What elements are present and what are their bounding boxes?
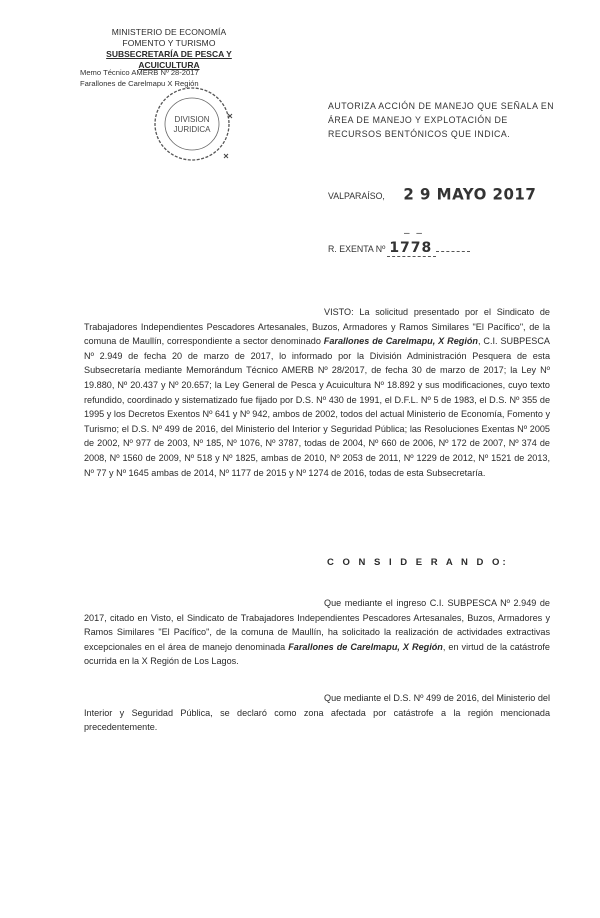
considerando-heading: C O N S I D E R A N D O: bbox=[327, 557, 509, 568]
visto-paragraph bbox=[84, 305, 550, 480]
considerando-1-area-name: Farallones de Carelmapu, X Región bbox=[288, 641, 443, 652]
stamp-seal-icon bbox=[152, 84, 236, 164]
stamp-text-division: DIVISION bbox=[174, 115, 210, 124]
stamp-text-juridica: JURIDICA bbox=[173, 125, 211, 134]
ministry-name: MINISTERIO DE ECONOMÍA bbox=[111, 27, 227, 37]
ministry-header bbox=[84, 27, 254, 71]
considerando-1-text-b: , en virtud de la catástrofe ocurrida en la X Región de Los Lagos. bbox=[84, 641, 550, 667]
considerando-paragraph-2 bbox=[84, 691, 550, 735]
considerando-paragraph-1 bbox=[84, 596, 550, 669]
considerando-1-text-a: Que mediante el ingreso C.I. SUBPESCA Nº 2.949 de 2017, citado en Visto, el Sindicato de Trabajadores Independientes Pescadores Artesanales, Buzos, Armadores y Ramos Similares "El Pacífico", de la comuna de Maullín, ha solicitado la realización de actividades extractivas excepcionales en el área de manejo denominada bbox=[84, 598, 550, 652]
place-and-date bbox=[328, 185, 536, 203]
date-stamp: 2 9 MAYO 2017 bbox=[403, 184, 537, 204]
resolution-subject: AUTORIZA ACCIÓN DE MANEJO QUE SEÑALA EN ÁREA DE MANEJO Y EXPLOTACIÓN DE RECURSOS BENTÓNICOS QUE INDICA. bbox=[328, 101, 555, 139]
visto-text-1: La solicitud presentado por el Sindicato de Trabajadores Independientes Pescadores Artesanales, Buzos, Armadores y Ramos Similares "El Pacífico", de la comuna de Maullín, correspondiente a sector denominado bbox=[84, 307, 550, 347]
visto-text-2: , C.I. SUBPESCA Nº 2.949 de fecha 20 de marzo de 2017, lo informado por la División Administración Pesquera de esta Subsecretaría mediante Memorándum Técnico AMERB Nº 28/2017, de fecha 30 de marzo de 2017; la Ley Nº 19.880, Nº 20.437 y Nº 20.657; la Ley General de Pesca y Acuicultura Nº 18.892 y sus modificaciones, cuyo texto refundido, coordinado y sistematizado fue fijado por D.S. Nº 430 de 1991, el D.F.L. Nº 5 de 1983, el D.S. Nº 355 de 1995 y los Decretos Exentos Nº 641 y Nº 942, ambos de 2002, todos del actual Ministerio de Economía, Fomento y Turismo; el D.S. Nº 499 de 2016, del Ministerio del Interior y Seguridad Pública; las Resoluciones Exentas Nº 2005 de 2002, Nº 977 de 2003, Nº 185, Nº 1076, Nº 3787, todas de 2004, Nº 660 de 2006, Nº 172 de 2007, Nº 374 de 2008, Nº 1560 de 2009, Nº 518 y Nº 1825, ambas de 2010, Nº 2053 de 2011, Nº 1229 de 2012, Nº 1521 de 2013, Nº 77 y Nº 1645 ambas de 2014, Nº 1177 de 2015 y Nº 1274 de 2016, todas de esta Subsecretaría. bbox=[84, 336, 550, 478]
ministry-subname: FOMENTO Y TURISMO bbox=[122, 38, 216, 48]
memo-reference: Memo Técnico AMERB Nº 28-2017 bbox=[80, 68, 199, 77]
visto-area-name: Farallones de Carelmapu, X Región bbox=[323, 336, 478, 347]
division-stamp bbox=[152, 84, 236, 164]
place: VALPARAÍSO, bbox=[328, 191, 385, 201]
location-reference: Farallones de Carelmapu X Región bbox=[80, 79, 199, 88]
visto-label: VISTO: bbox=[324, 307, 354, 317]
undersecretary-name: SUBSECRETARÍA DE PESCA Y ACUICULTURA bbox=[106, 49, 232, 70]
resolution-number: 1778 bbox=[387, 240, 436, 257]
considerando-2-text: Que mediante el D.S. Nº 499 de 2016, del Ministerio del Interior y Seguridad Pública, se declaró como zona afectada por catástrofe a la región mencionada precedentemente. bbox=[84, 693, 550, 733]
handwritten-dashes: – – bbox=[404, 228, 424, 239]
resolution-number-line bbox=[328, 228, 470, 257]
resolution-label: R. EXENTA Nº bbox=[328, 244, 386, 254]
